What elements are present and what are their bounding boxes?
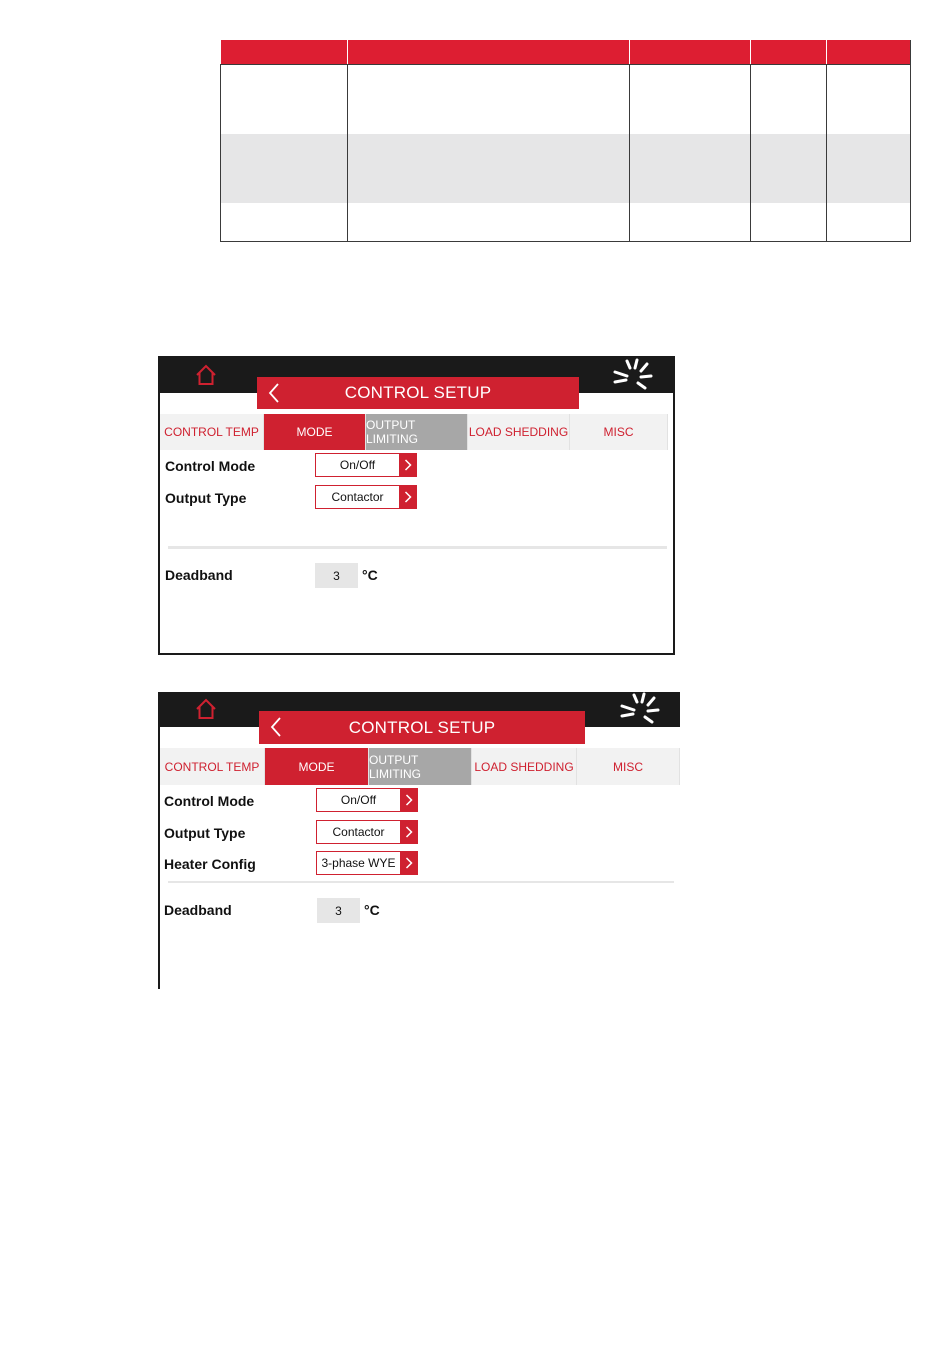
heater-config-select[interactable] xyxy=(316,851,418,875)
control-mode-value: On/Off xyxy=(339,458,376,472)
table-header-cell xyxy=(221,40,348,65)
chevron-right-icon[interactable] xyxy=(400,789,417,811)
control-mode-select[interactable] xyxy=(316,788,418,812)
table-cell xyxy=(827,134,911,203)
tab-load-shedding[interactable]: LOAD SHEDDING xyxy=(472,748,577,785)
chevron-right-icon[interactable] xyxy=(400,821,417,843)
table-cell xyxy=(630,134,751,203)
table-cell xyxy=(348,203,630,242)
tab-control-temp[interactable]: CONTROL TEMP xyxy=(160,748,265,785)
chevron-left-icon[interactable] xyxy=(269,716,283,738)
table-cell xyxy=(630,203,751,242)
table-cell xyxy=(221,65,348,134)
home-icon[interactable] xyxy=(194,698,218,720)
output-type-value: Contactor xyxy=(331,490,384,504)
table-row xyxy=(221,65,911,134)
deadband-unit: °C xyxy=(362,567,378,583)
chevron-left-icon[interactable] xyxy=(267,382,281,404)
control-mode-label: Control Mode xyxy=(165,458,256,474)
tab-mode[interactable]: MODE xyxy=(264,414,366,450)
table-header-cell xyxy=(348,40,630,65)
output-type-select[interactable] xyxy=(316,820,418,844)
table-cell xyxy=(827,203,911,242)
section-divider xyxy=(168,881,674,883)
control-mode-value: On/Off xyxy=(340,793,377,807)
table-cell xyxy=(348,65,630,134)
control-setup-screen-1 xyxy=(158,356,675,655)
table-header-row xyxy=(221,40,911,65)
tab-misc[interactable]: MISC xyxy=(577,748,680,785)
tab-misc[interactable]: MISC xyxy=(570,414,668,450)
deadband-input[interactable]: 3 xyxy=(317,898,360,923)
chevron-right-icon[interactable] xyxy=(400,852,417,874)
chevron-right-icon[interactable] xyxy=(399,454,416,476)
heater-config-label: Heater Config xyxy=(164,856,256,872)
deadband-unit: °C xyxy=(364,902,380,918)
chevron-right-icon[interactable] xyxy=(399,486,416,508)
heater-config-value: 3-phase WYE xyxy=(321,856,396,870)
deadband-input[interactable]: 3 xyxy=(315,563,358,588)
document-table xyxy=(220,40,911,242)
page-title: CONTROL SETUP xyxy=(344,383,492,402)
control-mode-select[interactable] xyxy=(315,453,417,477)
title-bar xyxy=(259,711,585,744)
loading-spinner-icon xyxy=(611,358,659,394)
home-icon[interactable] xyxy=(194,364,218,386)
table-row xyxy=(221,134,911,203)
table-cell xyxy=(348,134,630,203)
control-setup-screen-2 xyxy=(158,692,680,989)
tab-bar xyxy=(160,748,680,785)
table-cell xyxy=(221,134,348,203)
control-mode-label: Control Mode xyxy=(164,793,255,809)
section-divider xyxy=(168,546,667,549)
table-header-cell xyxy=(751,40,827,65)
output-type-label: Output Type xyxy=(165,490,247,506)
table-header-cell xyxy=(827,40,911,65)
table-cell xyxy=(630,65,751,134)
table-cell xyxy=(751,65,827,134)
tab-mode[interactable]: MODE xyxy=(265,748,369,785)
tab-output-limiting[interactable]: OUTPUT LIMITING xyxy=(366,414,468,450)
output-type-label: Output Type xyxy=(164,825,246,841)
table-cell xyxy=(751,134,827,203)
deadband-label: Deadband xyxy=(165,567,233,583)
table-cell xyxy=(827,65,911,134)
title-bar xyxy=(257,377,579,409)
loading-spinner-icon xyxy=(618,692,666,728)
output-type-value: Contactor xyxy=(332,825,385,839)
table-cell xyxy=(751,203,827,242)
output-type-select[interactable] xyxy=(315,485,417,509)
page-title: CONTROL SETUP xyxy=(348,717,496,737)
tab-load-shedding[interactable]: LOAD SHEDDING xyxy=(468,414,570,450)
table-header-cell xyxy=(630,40,751,65)
tab-bar xyxy=(160,414,668,450)
table-row xyxy=(221,203,911,242)
deadband-label: Deadband xyxy=(164,902,232,918)
table-cell xyxy=(221,203,348,242)
tab-control-temp[interactable]: CONTROL TEMP xyxy=(160,414,264,450)
tab-output-limiting[interactable]: OUTPUT LIMITING xyxy=(369,748,472,785)
